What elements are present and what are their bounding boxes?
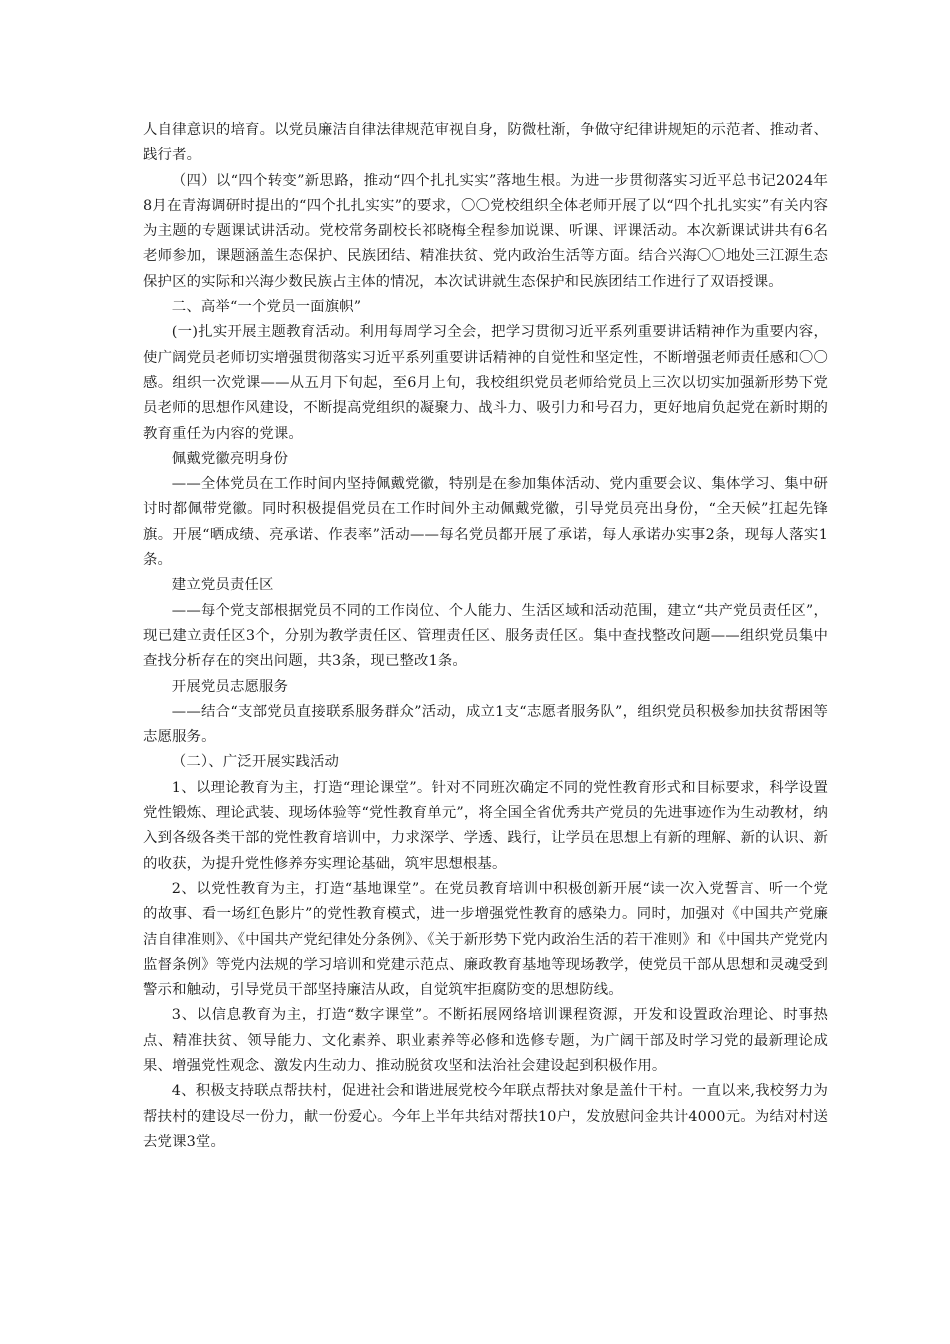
document-body [143, 118, 828, 1155]
paragraph: 1、以理论教育为主，打造“理论课堂”。针对不同班次确定不同的党性教育形式和目标要求，科学设置党性锻炼、理论武装、现场体验等“党性教育单元”，将全国全省优秀共产党员的先进事迹作为生动教材，纳入到各级各类干部的党性教育培训中，力求深学、学透、践行，让学员在思想上有新的理解、新的认识、新的收获，为提升党性修养夯实理论基础，筑牢思想根基。 [143, 779, 828, 872]
paragraph: ——全体党员在工作时间内坚持佩戴党徽，特别是在参加集体活动、党内重要会议、集体学习、集中研讨时都佩带党徽。同时积极提倡党员在工作时间外主动佩戴党徽，引导党员亮出身份，“全天候”扛起先锋旗。开展“晒成绩、亮承诺、作表率”活动——每名党员都开展了承诺，每人承诺办实事2条，现每人落实1条。 [143, 476, 828, 569]
paragraph: ——结合“支部党员直接联系服务群众”活动，成立1支“志愿者服务队”，组织党员积极参加扶贫帮困等志愿服务。 [143, 703, 828, 746]
paragraph: 人自律意识的培育。以党员廉洁自律法律规范审视自身，防微杜渐，争做守纪律讲规矩的示范者、推动者、践行者。 [143, 122, 828, 164]
paragraph: 2、以党性教育为主，打造“基地课堂”。在党员教育培训中积极创新开展“读一次入党誓言、听一个党的故事、看一场红色影片”的党性教育模式，进一步增强党性教育的感染力。同时，加强对《中国共产党廉洁自律准则》、《中国共产党纪律处分条例》、《关于新形势下党内政治生活的若干准则》和《中国共产党党内监督条例》等党内法规的学习培训和党建示范点、廉政教育基地等现场教学，使党员干部从思想和灵魂受到警示和触动，引导党员干部坚持廉洁从政，自觉筑牢拒腐防变的思想防线。 [143, 880, 828, 999]
paragraph: （四）以“四个转变”新思路，推动“四个扎扎实实”落地生根。为进一步贯彻落实习近平总书记2024年8月在青海调研时提出的“四个扎扎实实”的要求，〇〇党校组织全体老师开展了以“四个扎扎实实”有关内容为主题的专题课试讲活动。党校常务副校长祁晓梅全程参加说课、听课、评课活动。本次新课试讲共有6名老师参加，课题涵盖生态保护、民族团结、精准扶贫、党内政治生活等方面。结合兴海〇〇地处三江源生态保护区的实际和兴海少数民族占主体的情况，本次试讲就生态保护和民族团结工作进行了双语授课。 [143, 172, 828, 290]
subheading: 建立党员责任区 [171, 577, 274, 594]
paragraph: (一)扎实开展主题教育活动。利用每周学习全会，把学习贯彻习近平系列重要讲话精神作为重要内容，使广阔党员老师切实增强贯彻落实习近平系列重要讲话精神的自觉性和坚定性，不断增强老师责任感和〇〇感。组织一次党课——从五月下旬起，至6月上旬，我校组织党员老师给党员上三次以切实加强新形势下党员老师的思想作风建设，不断提高党组织的凝聚力、战斗力、吸引力和号召力，更好地肩负起党在新时期的教育重任为内容的党课。 [143, 324, 828, 442]
subheading: （二）、广泛开展实践活动 [171, 754, 340, 771]
paragraph: 3、以信息教育为主，打造“数字课堂”。不断拓展网络培训课程资源，开发和设置政治理论、时事热点、精准扶贫、领导能力、文化素养、职业素养等必修和选修专题，为广阔干部及时学习党的最新理论成果、增强党性观念、激发内生动力、推动脱贫攻坚和法治社会建设起到积极作用。 [143, 1007, 828, 1074]
subheading: 佩戴党徽亮明身份 [171, 450, 289, 467]
paragraph: ——每个党支部根据党员不同的工作岗位、个人能力、生活区域和活动范围，建立“共产党员责任区”，现已建立责任区3个，分别为教学责任区、管理责任区、服务责任区。集中查找整改问题——组织党员集中查找分析存在的突出问题，共3条，现已整改1条。 [143, 602, 828, 670]
paragraph: 4、积极支持联点帮扶村，促进社会和谐进展党校今年联点帮扶对象是盖什干村。一直以来,我校努力为帮扶村的建设尽一份力，献一份爱心。今年上半年共结对帮扶10户，发放慰问金共计4000元。为结对村送去党课3堂。 [143, 1083, 828, 1150]
subheading: 开展党员志愿服务 [171, 678, 289, 695]
section-heading: 二、高举“一个党员一面旗帜” [171, 299, 362, 316]
